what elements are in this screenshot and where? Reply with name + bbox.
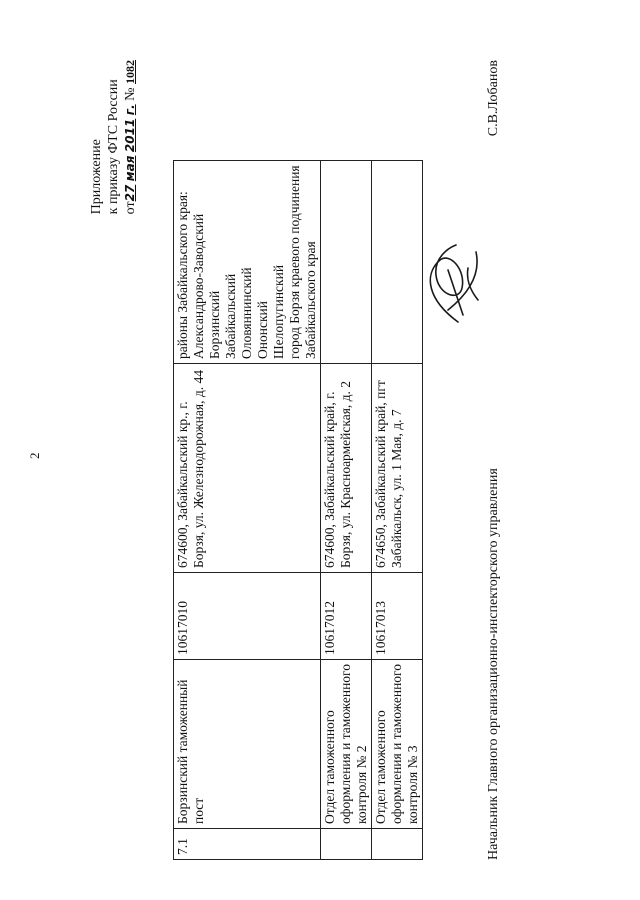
region-line: Забайкальский xyxy=(223,273,238,359)
post-code-cell: 10617012 xyxy=(321,573,372,660)
region-line: Ононский xyxy=(255,301,270,359)
appendix-year-suffix: г. xyxy=(123,104,137,116)
row-number-cell xyxy=(321,829,372,860)
region-line: Борзинский xyxy=(207,290,222,359)
post-code-cell: 10617010 xyxy=(174,573,321,660)
appendix-from-label: от xyxy=(123,201,138,215)
signer-name: С.В.Лобанов xyxy=(486,60,501,137)
region-line: Оловяннинский xyxy=(239,267,254,359)
regions-cell xyxy=(321,161,372,364)
row-number-cell: 7.1 xyxy=(174,829,321,860)
region-line: Шелопугинский xyxy=(271,264,286,359)
chief-title: Начальник Главного организационно-инспекторского управления xyxy=(486,468,501,860)
region-line: Забайкальского края xyxy=(303,241,318,359)
post-name-cell: Борзинский таможенный пост xyxy=(174,660,321,829)
table-row xyxy=(174,161,321,860)
appendix-header xyxy=(88,60,139,214)
post-address-cell: 674600, Забайкальский кр., г. Борзя, ул. Железнодорожная, д. 44 xyxy=(174,364,321,573)
appendix-month: мая xyxy=(123,155,137,182)
page-number: 2 xyxy=(27,452,42,459)
post-name-cell: Отдел таможенного оформления и таможенного контроля № 3 xyxy=(372,660,423,829)
appendix-year: 2011 xyxy=(123,118,137,153)
post-name-cell: Отдел таможенного оформления и таможенного контроля № 2 xyxy=(321,660,372,829)
customs-table-body xyxy=(174,161,423,860)
region-line: Александрово-Заводский xyxy=(191,213,206,359)
table-row xyxy=(372,161,423,860)
regions-cell xyxy=(372,161,423,364)
post-code-cell: 10617013 xyxy=(372,573,423,660)
appendix-day: 27 xyxy=(123,184,137,202)
region-line: районы Забайкальского края: xyxy=(175,191,190,359)
regions-cell xyxy=(174,161,321,364)
row-number-cell xyxy=(372,829,423,860)
post-address-cell: 674650, Забайкальский край, пгт Забайкальск, ул. 1 Мая, д. 7 xyxy=(372,364,423,573)
appendix-number: 1082 xyxy=(123,60,137,84)
table-row xyxy=(321,161,372,860)
appendix-number-label: № xyxy=(123,87,138,101)
signature-image xyxy=(418,240,498,330)
post-address-cell: 674600, Забайкальский край, г. Борзя, ул. Красноармейская, д. 2 xyxy=(321,364,372,573)
customs-table xyxy=(173,160,423,860)
region-line: город Борзя краевого подчинения xyxy=(287,165,302,359)
appendix-date-line xyxy=(122,60,139,214)
appendix-order-ref: к приказу ФТС России xyxy=(106,79,121,215)
appendix-title: Приложение xyxy=(89,139,104,215)
document-body xyxy=(88,60,548,860)
